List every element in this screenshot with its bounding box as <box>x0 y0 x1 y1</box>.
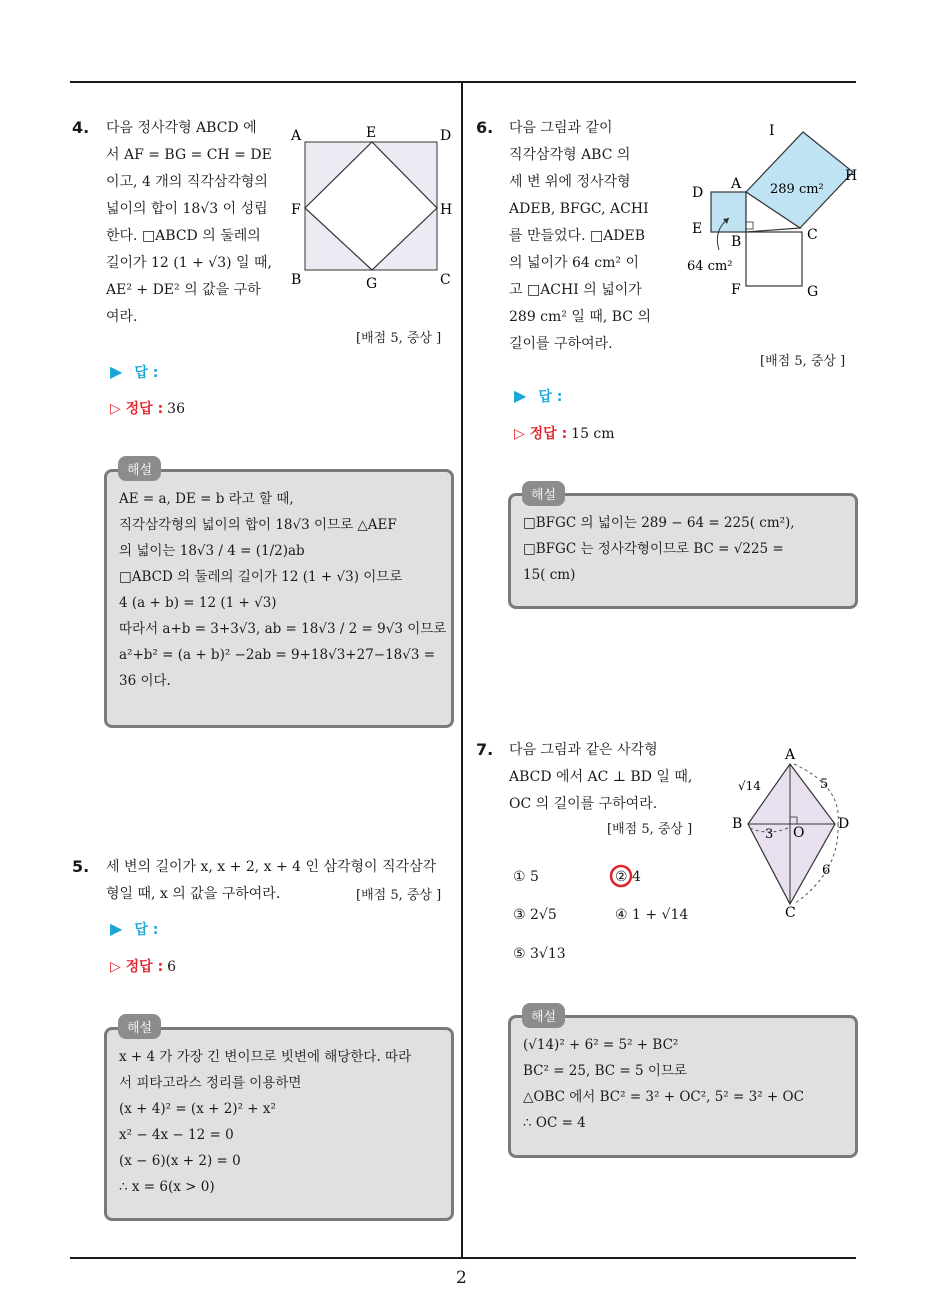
q6-line: 다음 그림과 같이 <box>509 120 613 136</box>
q4-line: 길이가 12 (1 + √3) 일 때, <box>106 255 272 271</box>
q6-label-h: H <box>845 168 858 184</box>
page-number: 2 <box>456 1268 467 1288</box>
q7-label-c: C <box>785 905 796 921</box>
q4-solution-line: 4 (a + b) = 12 (1 + √3) <box>119 595 277 611</box>
q4-line: AE² + DE² 의 값을 구하 <box>106 282 261 298</box>
q6-label-a: A <box>731 176 742 192</box>
q5-solution-line: x + 4 가 가장 긴 변이므로 빗변에 해당한다. 따라 <box>119 1049 412 1065</box>
q4-square-figure <box>288 122 458 292</box>
q6-area-small: 64 cm² <box>687 259 733 274</box>
q5-line: 형일 때, x 의 값을 구하여라. <box>106 886 281 902</box>
q7-choice-3[interactable]: ③ 2√5 <box>513 907 557 923</box>
q4-solution-box <box>104 469 454 728</box>
q5-correct-row <box>110 956 176 976</box>
q4-correct-row <box>110 398 185 418</box>
q7-label-a: A <box>785 747 796 763</box>
column-divider <box>461 81 463 1258</box>
q7-length-3: 3 <box>765 827 774 842</box>
bottom-rule <box>70 1257 856 1259</box>
q4-question-text <box>106 115 278 331</box>
q6-answer-label: 답 : <box>538 389 563 405</box>
q7-quadrilateral-figure <box>728 742 858 922</box>
q4-label-f: F <box>291 202 301 218</box>
q6-answer-row[interactable] <box>514 386 562 406</box>
q6-label-d: D <box>692 185 704 201</box>
q7-question-text <box>509 737 714 818</box>
q7-solution-line: ∴ OC = 4 <box>523 1115 586 1131</box>
q7-solution-line: BC² = 25, BC = 5 이므로 <box>523 1063 687 1079</box>
q4-solution-tag: 해설 <box>118 456 161 481</box>
q5-solution-box <box>104 1027 454 1221</box>
q4-label-a: A <box>291 128 302 144</box>
q4-label-e: E <box>366 125 377 141</box>
q6-pythagoras-figure <box>683 118 863 308</box>
q4-line: 다음 정사각형 ABCD 에 <box>106 120 257 136</box>
q5-solution-line: 서 피타고라스 정리를 이용하면 <box>119 1075 302 1091</box>
top-rule <box>70 81 856 83</box>
q6-question-text <box>509 115 674 358</box>
play-icon: ▶ <box>110 919 123 938</box>
q4-label-c: C <box>440 272 451 288</box>
q5-line: 세 변의 길이가 x, x + 2, x + 4 인 삼각형이 직각삼각 <box>106 859 437 875</box>
q7-label-b: B <box>732 816 743 832</box>
q6-label-f: F <box>731 282 741 298</box>
q4-line: 넓이의 합이 18√3 이 성립 <box>106 201 268 217</box>
q4-answer-row[interactable] <box>110 362 158 382</box>
q7-line: OC 의 길이를 구하여라. <box>509 796 658 812</box>
q6-correct-label: 정답 : <box>529 426 568 442</box>
q7-choice-1[interactable]: ① 5 <box>513 869 539 885</box>
q4-solution-line: 36 이다. <box>119 673 171 689</box>
q4-correct-label: 정답 : <box>125 401 164 417</box>
q4-solution-line: 직각삼각형의 넓이의 합이 18√3 이므로 △AEF <box>119 517 397 533</box>
q5-number: 5. <box>72 857 90 876</box>
q7-label-d: D <box>838 816 850 832</box>
q7-score: [배점 5, 중상 ] <box>607 822 693 837</box>
q6-label-c: C <box>807 227 818 243</box>
q6-solution-line: □BFGC 는 정사각형이므로 BC = √225 = <box>523 541 784 557</box>
q7-number: 7. <box>476 740 494 759</box>
q6-line: 직각삼각형 ABC 의 <box>509 147 631 163</box>
q7-line: ABCD 에서 AC ⊥ BD 일 때, <box>509 769 693 785</box>
q5-correct-label: 정답 : <box>125 959 164 975</box>
q5-answer-row[interactable] <box>110 919 158 939</box>
q6-label-i: I <box>769 123 775 139</box>
q6-label-e: E <box>692 221 703 237</box>
outline-triangle-icon: ▷ <box>110 401 126 417</box>
q6-line: 289 cm² 일 때, BC 의 <box>509 309 651 325</box>
q4-solution-line: 따라서 a+b = 3+3√3, ab = 18√3 / 2 = 9√3 이므로 <box>119 621 447 637</box>
q4-line: 이고, 4 개의 직각삼각형의 <box>106 174 268 190</box>
outline-triangle-icon: ▷ <box>514 426 530 442</box>
q7-length-sqrt14: √14 <box>738 779 761 793</box>
q4-number: 4. <box>72 118 90 137</box>
q4-solution-line: a²+b² = (a + b)² −2ab = 9+18√3+27−18√3 = <box>119 647 436 663</box>
q5-solution-line: ∴ x = 6(x > 0) <box>119 1179 215 1195</box>
q5-solution-line: x² − 4x − 12 = 0 <box>119 1127 234 1143</box>
q6-score: [배점 5, 중상 ] <box>760 354 846 369</box>
q7-solution-box <box>508 1015 858 1158</box>
q4-solution-line: AE = a, DE = b 라고 할 때, <box>119 491 294 507</box>
q7-length-6: 6 <box>822 863 831 878</box>
q7-solution-tag: 해설 <box>522 1003 565 1028</box>
q6-area-big: 289 cm² <box>770 182 824 197</box>
q7-choice-4[interactable]: ④ 1 + √14 <box>615 907 689 923</box>
q6-correct-row <box>514 423 615 443</box>
q4-line: 서 AF = BG = CH = DE <box>106 147 272 163</box>
q4-answer-label: 답 : <box>134 365 159 381</box>
q6-number: 6. <box>476 118 494 137</box>
outline-triangle-icon: ▷ <box>110 959 126 975</box>
q6-solution-box <box>508 493 858 609</box>
q4-score: [배점 5, 중상 ] <box>356 331 442 346</box>
q4-line: 한다. □ABCD 의 둘레의 <box>106 228 261 244</box>
q7-label-o: O <box>793 825 805 841</box>
q4-correct-value: 36 <box>167 401 185 417</box>
q6-label-b: B <box>731 234 742 250</box>
q7-solution-line: △OBC 에서 BC² = 3² + OC², 5² = 3² + OC <box>523 1089 804 1105</box>
q5-solution-line: (x + 4)² = (x + 2)² + x² <box>119 1101 276 1117</box>
q4-label-b: B <box>291 272 302 288</box>
q6-solution-line: □BFGC 의 넓이는 289 − 64 = 225( cm²), <box>523 515 795 531</box>
q5-score: [배점 5, 중상 ] <box>356 888 442 903</box>
q4-solution-line: 의 넓이는 18√3 / 4 = (1/2)ab <box>119 543 305 559</box>
q6-line: 세 변 위에 정사각형 <box>509 174 631 190</box>
q6-line: 를 만들었다. □ADEB <box>509 228 646 244</box>
q5-solution-tag: 해설 <box>118 1014 161 1039</box>
q6-line: ADEB, BFGC, ACHI <box>509 201 649 217</box>
q6-line: 의 넓이가 64 cm² 이 <box>509 255 639 271</box>
q6-line: 고 □ACHI 의 넓이가 <box>509 282 642 298</box>
q5-solution-line: (x − 6)(x + 2) = 0 <box>119 1153 241 1169</box>
q4-line: 여라. <box>106 309 138 325</box>
q6-line: 길이를 구하여라. <box>509 336 613 352</box>
q7-choice-2[interactable]: ② 4 <box>615 869 641 885</box>
q6-solution-line: 15( cm) <box>523 567 576 583</box>
q7-line: 다음 그림과 같은 사각형 <box>509 742 658 758</box>
q6-label-g: G <box>807 284 819 300</box>
q4-label-h: H <box>440 202 453 218</box>
q7-choice-5[interactable]: ⑤ 3√13 <box>513 946 566 962</box>
q6-correct-value: 15 cm <box>571 426 615 442</box>
q7-length-5: 5 <box>820 777 829 792</box>
q4-label-d: D <box>440 128 452 144</box>
play-icon: ▶ <box>514 386 527 405</box>
play-icon: ▶ <box>110 362 123 381</box>
q6-solution-tag: 해설 <box>522 481 565 506</box>
q7-solution-line: (√14)² + 6² = 5² + BC² <box>523 1037 679 1053</box>
q4-solution-line: □ABCD 의 둘레의 길이가 12 (1 + √3) 이므로 <box>119 569 403 585</box>
q5-answer-label: 답 : <box>134 922 159 938</box>
q5-correct-value: 6 <box>167 959 177 975</box>
answer-circle-mark <box>608 863 636 891</box>
q4-label-g: G <box>366 276 378 292</box>
